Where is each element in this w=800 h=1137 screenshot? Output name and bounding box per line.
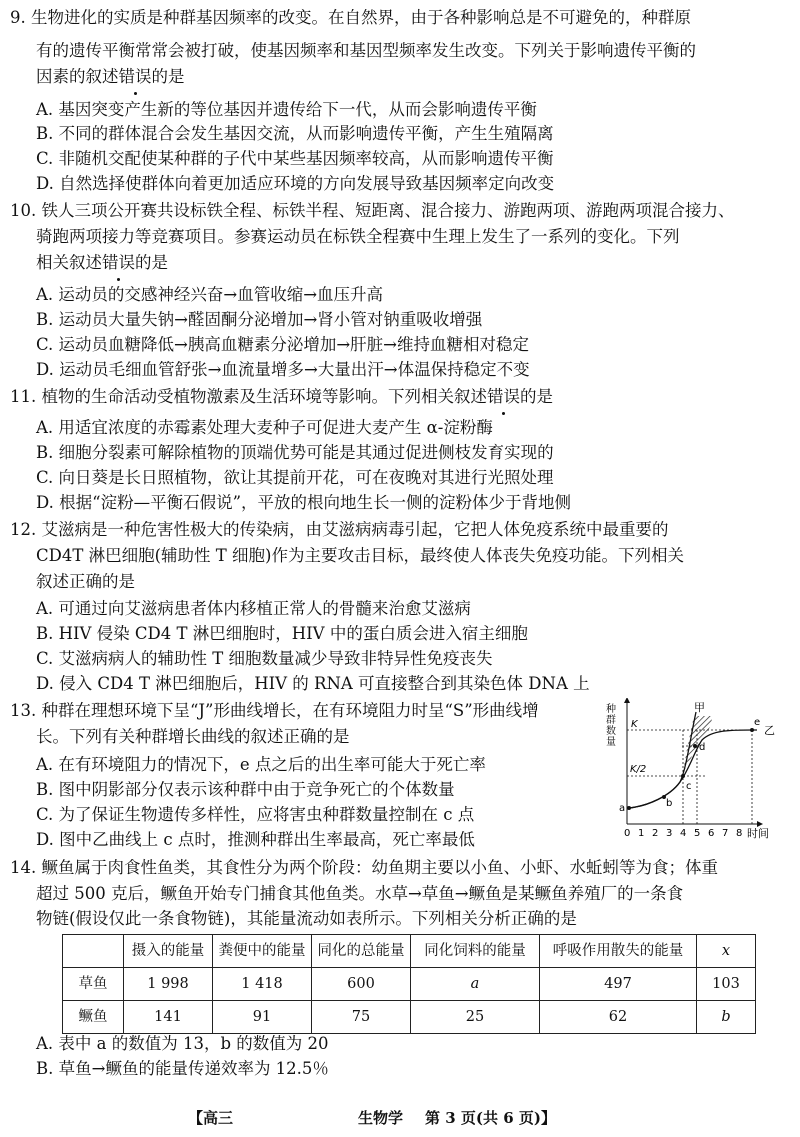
table-header-cell: x [697, 935, 756, 968]
fig-xtick-0: 0 [624, 828, 631, 839]
q10-stem-line-2: 骑跑两项接力等竞赛项目。参赛运动员在标铁全程赛中生理上发生了一系列的变化。下列 [36, 227, 680, 246]
fig-point-d [693, 744, 697, 748]
fig-point-e [750, 728, 754, 732]
fig-xlabel: 时间 [747, 827, 769, 840]
fig-xtick-8: 8 [736, 828, 743, 839]
table-cell: 141 [124, 1001, 213, 1034]
energy-flow-table [62, 934, 756, 1034]
q9-option-b[interactable]: B. 不同的群体混合会发生基因交流，从而影响遗传平衡，产生生殖隔离 [36, 124, 554, 143]
q12-stem-line-1: 12. 艾滋病是一种危害性极大的传染病，由艾滋病病毒引起，它把人体免疫系统中最重要的 [10, 520, 669, 539]
q9-stem-line-1: 9. 生物进化的实质是种群基因频率的改变。在自然界，由于各种影响总是不可避免的，种群原 [10, 8, 691, 27]
fig-xtick-6: 6 [708, 828, 715, 839]
table-header-cell: 同化的总能量 [312, 935, 411, 968]
fig-ylabel-3: 数 [606, 726, 616, 737]
table-header-cell: 摄入的能量 [124, 935, 213, 968]
table-header-cell [63, 935, 124, 968]
q9-stem-end: 的是 [151, 67, 185, 86]
q9-option-c[interactable]: C. 非随机交配使某种群的子代中某些基因频率较高，从而影响遗传平衡 [36, 149, 554, 168]
fig-point-a [627, 806, 631, 810]
table-cell: 75 [312, 1001, 411, 1034]
q13-option-c[interactable]: C. 为了保证生物遗传多样性，应将害虫种群数量控制在 c 点 [36, 805, 475, 824]
table-cell: 25 [411, 1001, 540, 1034]
fig-ylabel-4: 量 [606, 737, 616, 748]
q9-stem-line-3 [36, 64, 185, 89]
fig-label-e: e [754, 717, 761, 728]
fig-point-c [681, 774, 685, 778]
q13-option-b[interactable]: B. 图中阴影部分仅表示该种群中由于竞争死亡的个体数量 [36, 780, 455, 799]
population-growth-figure [598, 698, 800, 846]
q12-option-b[interactable]: B. HIV 侵染 CD4 T 淋巴细胞时，HIV 中的蛋白质会进入宿主细胞 [36, 624, 528, 643]
table-cell: a [411, 968, 540, 1001]
table-cell: b [697, 1001, 756, 1034]
q14-stem-line-2: 超过 500 克后，鳜鱼开始专门捕食其他鱼类。水草→草鱼→鳜鱼是某鳜鱼养殖厂的一条食 [36, 884, 684, 903]
q12-option-c[interactable]: C. 艾滋病病人的辅助性 T 细胞数量减少导致非特异性免疫丧失 [36, 649, 493, 668]
fig-xtick-1: 1 [638, 828, 645, 839]
fig-label-b: b [666, 798, 673, 809]
q11-option-d[interactable]: D. 根据“淀粉—平衡石假说”，平放的根向地生长一侧的淀粉体少于背地侧 [36, 493, 572, 512]
q9-stem-line-2: 有的遗传平衡常常会被打破，使基因频率和基因型频率发生改变。下列关于影响遗传平衡的 [36, 41, 696, 60]
q13-option-a[interactable]: A. 在有环境阻力的情况下，e 点之后的出生率可能大于死亡率 [36, 755, 486, 774]
table-header-row [63, 935, 756, 968]
table-header-cell: 同化饲料的能量 [411, 935, 540, 968]
q10-option-a[interactable]: A. 运动员的交感神经兴奋→血管收缩→血压升高 [36, 285, 384, 304]
table-cell: 鳜鱼 [63, 1001, 124, 1034]
q12-stem-line-3: 叙述正确的是 [36, 572, 135, 591]
fig-xtick-5: 5 [694, 828, 701, 839]
q10-stem-text: 相关叙述 [36, 253, 102, 272]
fig-xtick-4: 4 [680, 828, 687, 839]
q9-option-d[interactable]: D. 自然选择使群体向着更加适应环境的方向发展导致基因频率定向改变 [36, 174, 555, 193]
q10-option-b[interactable]: B. 运动员大量失钠→醛固酮分泌增加→肾小管对钠重吸收增强 [36, 310, 483, 329]
q14-stem-line-1: 14. 鳜鱼属于肉食性鱼类，其食性分为两个阶段：幼鱼期主要以小鱼、小虾、水蚯蚓等为食；体重 [10, 858, 718, 877]
q10-stem-line-1: 10. 铁人三项公开赛共设标铁全程、标铁半程、短距离、混合接力、游跑两项、游跑两项混合接力、 [10, 201, 735, 220]
q9-stem-text: 因素的叙述 [36, 67, 119, 86]
table-cell: 1 998 [124, 968, 213, 1001]
q11-option-c[interactable]: C. 向日葵是长日照植物，欲让其提前开花，可在夜晚对其进行光照处理 [36, 468, 554, 487]
fig-xtick-7: 7 [722, 828, 729, 839]
fig-label-jia: 甲 [694, 701, 705, 714]
fig-label-d: d [699, 742, 706, 753]
q11-emphasis-word: 错误 [487, 384, 520, 409]
q10-option-d[interactable]: D. 运动员毛细血管舒张→血流量增多→大量出汗→体温保持稳定不变 [36, 360, 530, 379]
fig-label-yi: 乙 [764, 724, 775, 737]
q11-stem-text: 11. 植物的生命活动受植物激素及生活环境等影响。下列相关叙述 [10, 387, 487, 406]
q14-option-a[interactable]: A. 表中 a 的数值为 13，b 的数值为 20 [36, 1034, 329, 1053]
footer-subject: 生物学 [358, 1109, 404, 1127]
fig-xtick-3: 3 [666, 828, 673, 839]
table-cell: 91 [213, 1001, 312, 1034]
table-header-cell: 呼吸作用散失的能量 [540, 935, 697, 968]
q10-option-c[interactable]: C. 运动员血糖降低→胰高血糖素分泌增加→肝脏→维持血糖相对稳定 [36, 335, 530, 354]
fig-xtick-2: 2 [652, 828, 659, 839]
table-cell: 103 [697, 968, 756, 1001]
footer-page-number: 第 3 页(共 6 页)】 [425, 1109, 556, 1127]
q10-stem-line-3 [36, 250, 168, 275]
q9-emphasis-word: 错误 [119, 64, 152, 89]
q14-stem-line-3: 物链(假设仅此一条食物链)，其能量流动如表所示。下列相关分析正确的是 [36, 909, 577, 928]
fig-label-k2: K/2 [630, 764, 647, 775]
fig-label-a: a [619, 803, 626, 814]
q12-stem-line-2: CD4T 淋巴细胞(辅助性 T 细胞)作为主要攻击目标，最终使人体丧失免疫功能。下列相关 [36, 546, 684, 565]
q12-option-d[interactable]: D. 侵入 CD4 T 淋巴细胞后，HIV 的 RNA 可直接整合到其染色体 DNA 上 [36, 674, 590, 693]
q10-stem-end: 的是 [135, 253, 168, 272]
table-header-cell: 粪便中的能量 [213, 935, 312, 968]
fig-label-k: K [631, 719, 638, 730]
table-cell: 62 [540, 1001, 697, 1034]
table-cell: 600 [312, 968, 411, 1001]
q13-option-d[interactable]: D. 图中乙曲线上 c 点时，推测种群出生率最高，死亡率最低 [36, 830, 475, 849]
q13-stem-line-1: 13. 种群在理想环境下呈“J”形曲线增长，在有环境阻力时呈“S”形曲线增 [10, 701, 539, 720]
q11-option-a[interactable]: A. 用适宜浓度的赤霉素处理大麦种子可促进大麦产生 α-淀粉酶 [36, 418, 493, 437]
table-row [63, 968, 756, 1001]
table-row [63, 1001, 756, 1034]
table-cell: 草鱼 [63, 968, 124, 1001]
q11-stem-line-1 [10, 384, 553, 409]
fig-curve-jia [629, 712, 696, 808]
q10-emphasis-word: 错误 [102, 250, 135, 275]
q11-stem-end: 的是 [520, 387, 553, 406]
q12-option-a[interactable]: A. 可通过向艾滋病患者体内移植正常人的骨髓来治愈艾滋病 [36, 599, 471, 618]
fig-ylabel-1: 种 [606, 704, 616, 715]
q14-option-b[interactable]: B. 草鱼→鳜鱼的能量传递效率为 12.5％ [36, 1059, 329, 1078]
table-cell: 497 [540, 968, 697, 1001]
table-cell: 1 418 [213, 968, 312, 1001]
fig-ylabel-2: 群 [606, 715, 616, 726]
fig-shaded-area [683, 716, 712, 773]
footer-grade: 【高三 [188, 1109, 234, 1127]
fig-label-c: c [686, 781, 692, 792]
q13-stem-line-2: 长。下列有关种群增长曲线的叙述正确的是 [36, 727, 350, 746]
q11-option-b[interactable]: B. 细胞分裂素可解除植物的顶端优势可能是其通过促进侧枝发育实现的 [36, 443, 554, 462]
q9-option-a[interactable]: A. 基因突变产生新的等位基因并遗传给下一代，从而会影响遗传平衡 [36, 100, 537, 119]
